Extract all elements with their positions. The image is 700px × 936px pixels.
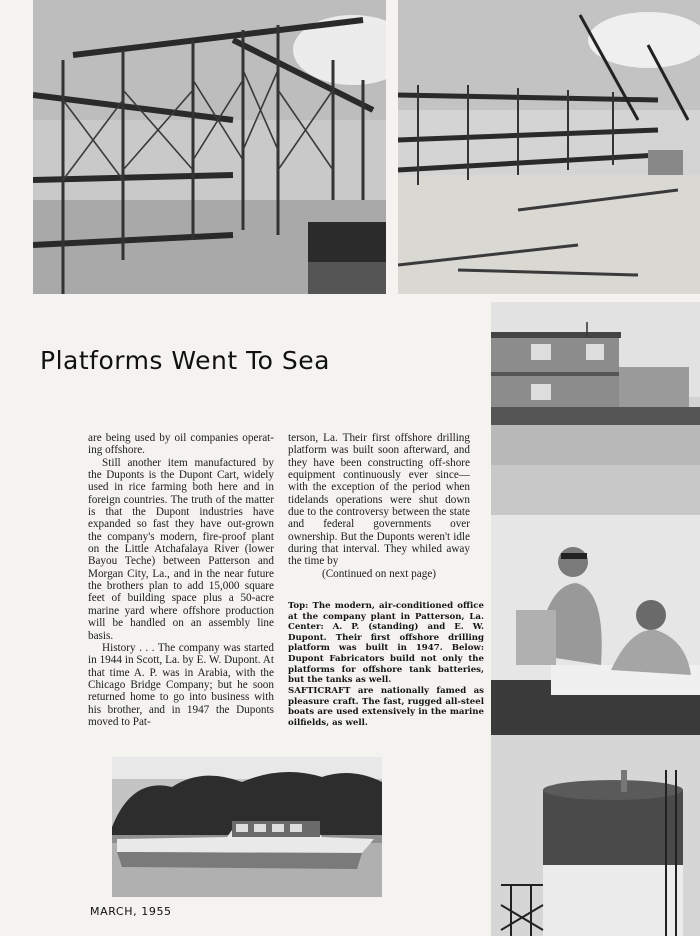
article-column-2	[288, 432, 470, 580]
paragraph: History . . . The company was started in 1944 in Scott, La. by E. W. Dupont. At that time A. P. was in Arabia, with the Chicago Bridge Company; but he soon returned home to go into business with his brother, and in 1947 the Duponts moved to Pat-	[88, 641, 274, 728]
photo-caption-2: SAFTICRAFT are nationally famed as pleasure craft. The fast, rugged all-steel boats are used extensively in the marine oilfields, as well.	[288, 686, 484, 728]
paragraph: Still another item manufactured by the Duponts is the Dupont Cart, widely used in rice farming both here and in foreign countries. The truth of the matter is that the Dupont industries have expanded so fast they have out-grown the company's modern, fire-proof plant on the Little Atchafalaya River (lower Bayou Teche) between Patterson and Morgan City, La., and in the near future the brothers plan to add 15,000 square feet of building space plus a 50-acre marine yard where offshore production will be handled on an assembly line basis.	[88, 456, 274, 642]
photo-office-building	[491, 302, 700, 520]
photo-duponts-at-desk	[491, 515, 700, 739]
paragraph: terson, La. Their first offshore drilling platform was built soon afterward, and they have been constructing off-shore equipment continuously ever since—with the exception of the period when tidelands operations were shut down due to the controversy between the state and federal governments over ownership. But the Duponts weren't idle during that interval. They whiled away the time by	[288, 432, 470, 568]
continued-note: (Continued on next page)	[321, 567, 437, 580]
photo-platform-frames	[33, 0, 386, 294]
photo-yard-cranes	[398, 0, 700, 294]
photo-storage-tank	[491, 735, 700, 936]
paragraph: are being used by oil companies operat-ing offshore.	[88, 432, 274, 457]
article-headline: Platforms Went To Sea	[40, 346, 330, 375]
issue-date-footer: MARCH, 1955	[90, 905, 172, 918]
photo-safticraft-boat	[112, 757, 382, 897]
photo-caption-1: Top: The modern, air-conditioned office at the company plant in Patterson, La. Center: A. P. (standing) and E. W. Dupont. Their first offshore drilling platform was built in 1947. Below: Dupont Fabricators build not only the platforms for offshore tank batteries, but the tanks as well.	[288, 601, 484, 686]
article-column-1	[88, 432, 274, 728]
